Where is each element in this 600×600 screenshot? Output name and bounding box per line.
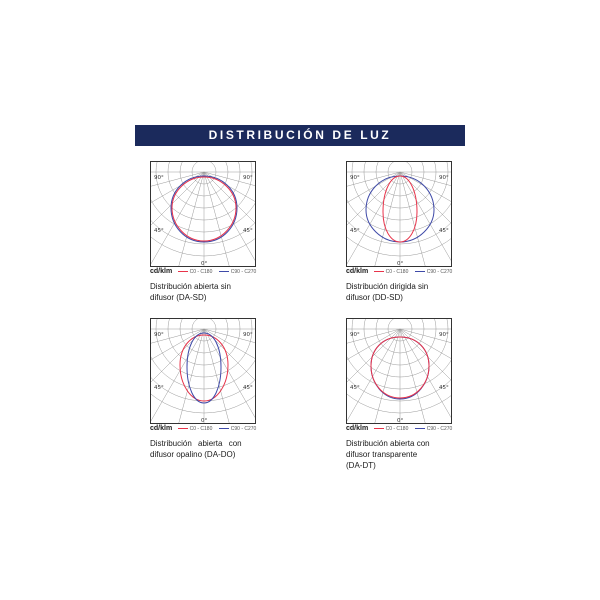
caption-line: Distribución abierta sin <box>150 282 231 291</box>
legend <box>150 424 270 434</box>
legend-swatch-c0 <box>178 271 188 272</box>
legend-swatch-c0 <box>178 428 188 429</box>
caption-line: Distribución abierta con <box>346 439 430 448</box>
angle-90-right: 90° <box>243 175 253 181</box>
legend <box>346 267 466 277</box>
angle-45-right: 45° <box>439 385 449 391</box>
angle-45-left: 45° <box>350 228 360 234</box>
angle-0: 0° <box>397 261 404 267</box>
caption-line: (DA-DT) <box>346 461 376 470</box>
section-title: DISTRIBUCIÓN DE LUZ <box>135 125 465 146</box>
legend-label-c90: C90 - C270 <box>230 426 257 432</box>
legend-swatch-c90 <box>219 428 229 429</box>
caption-line: difusor (DD-SD) <box>346 293 403 302</box>
caption-line: difusor transparente <box>346 450 418 459</box>
angle-45-left: 45° <box>154 385 164 391</box>
polar-diagram <box>346 161 452 267</box>
angle-0: 0° <box>201 261 208 267</box>
angle-90-right: 90° <box>243 332 253 338</box>
legend-swatch-c90 <box>415 428 425 429</box>
legend-label-c90: C90 - C270 <box>230 269 257 275</box>
angle-0: 0° <box>201 418 208 424</box>
caption-line: Distribución dirigida sin <box>346 282 429 291</box>
angle-45-right: 45° <box>243 385 253 391</box>
unit-label: cd/klm <box>346 425 369 432</box>
legend-label-c90: C90 - C270 <box>426 426 453 432</box>
polar-grid <box>347 162 452 267</box>
polar-grid <box>347 319 452 424</box>
legend-swatch-c90 <box>219 271 229 272</box>
angle-90-right: 90° <box>439 332 449 338</box>
polar-diagram <box>150 318 256 424</box>
polar-diagram <box>346 318 452 424</box>
caption-line: difusor opalino (DA-DO) <box>150 450 236 459</box>
legend-label-c90: C90 - C270 <box>426 269 453 275</box>
angle-45-left: 45° <box>350 385 360 391</box>
legend-label-c0: C0 - C180 <box>385 426 409 432</box>
legend <box>346 424 466 434</box>
caption <box>346 281 451 303</box>
legend-label-c0: C0 - C180 <box>189 426 213 432</box>
angle-90-left: 90° <box>154 332 164 338</box>
caption <box>150 281 255 303</box>
angle-45-right: 45° <box>439 228 449 234</box>
polar-diagram <box>150 161 256 267</box>
legend <box>150 267 270 277</box>
angle-90-left: 90° <box>154 175 164 181</box>
legend-label-c0: C0 - C180 <box>385 269 409 275</box>
angle-90-left: 90° <box>350 175 360 181</box>
unit-label: cd/klm <box>150 268 173 275</box>
legend-swatch-c90 <box>415 271 425 272</box>
legend-label-c0: C0 - C180 <box>189 269 213 275</box>
legend-swatch-c0 <box>374 428 384 429</box>
angle-0: 0° <box>397 418 404 424</box>
caption <box>346 438 451 471</box>
unit-label: cd/klm <box>150 425 173 432</box>
angle-45-right: 45° <box>243 228 253 234</box>
angle-90-left: 90° <box>350 332 360 338</box>
angle-90-right: 90° <box>439 175 449 181</box>
legend-swatch-c0 <box>374 271 384 272</box>
unit-label: cd/klm <box>346 268 369 275</box>
polar-grid <box>151 162 256 267</box>
caption-line: Distribución abierta con <box>150 439 242 448</box>
angle-45-left: 45° <box>154 228 164 234</box>
caption-line: difusor (DA-SD) <box>150 293 207 302</box>
caption <box>150 438 255 460</box>
